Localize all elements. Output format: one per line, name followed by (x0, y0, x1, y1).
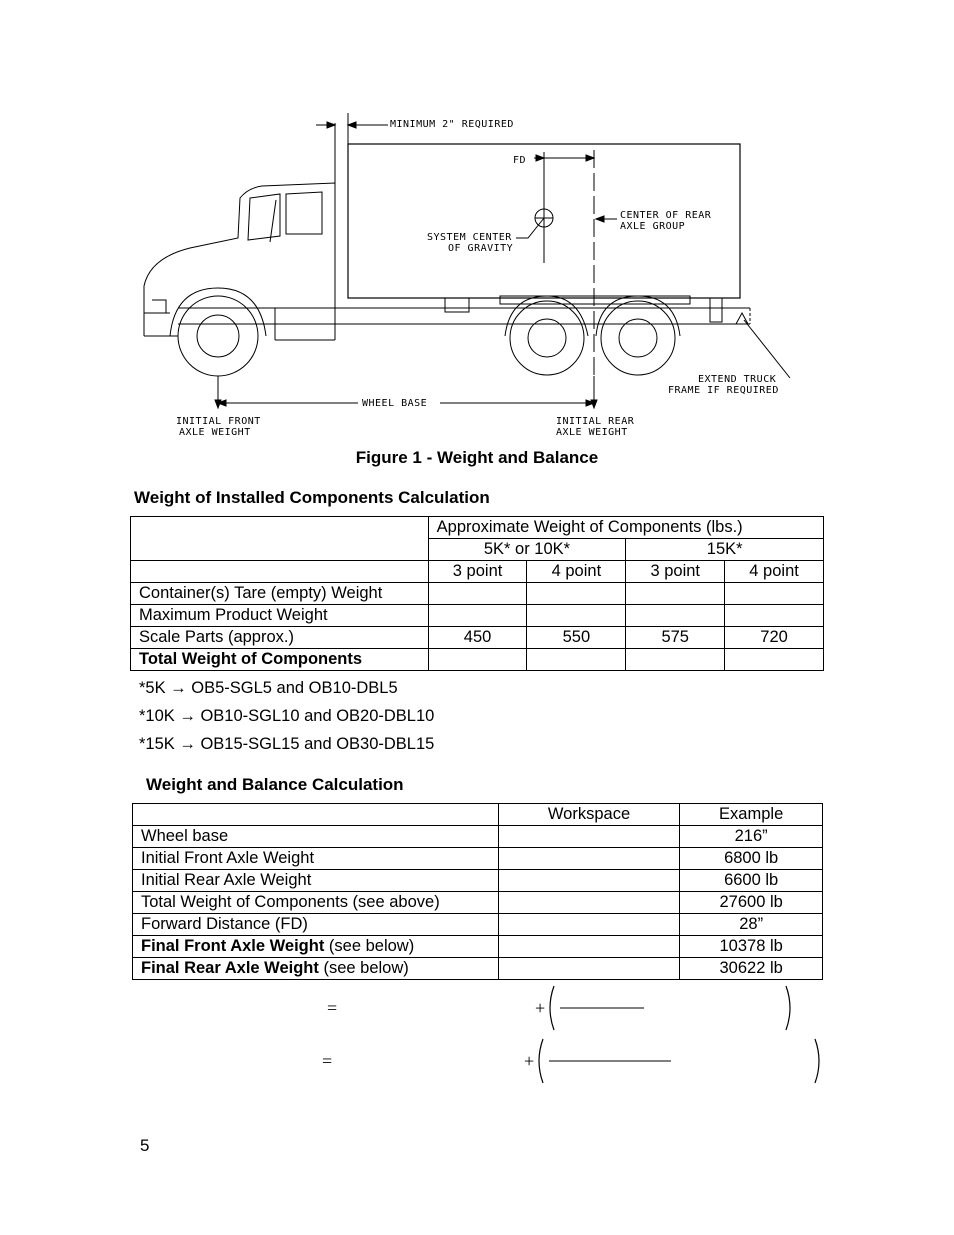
components-table (130, 516, 824, 671)
table-row (133, 914, 823, 936)
row-label: Container(s) Tare (empty) Weight (131, 583, 429, 605)
front-axle-label-2: AXLE WEIGHT (179, 427, 251, 438)
value-cell (428, 605, 527, 627)
workspace-cell (498, 958, 680, 980)
table-row (133, 870, 823, 892)
table-row (133, 936, 823, 958)
example-header: Example (680, 804, 823, 826)
row-label-cell (133, 936, 499, 958)
value-cell (428, 583, 527, 605)
table-row (131, 649, 824, 671)
workspace-cell (498, 914, 680, 936)
value-cell: 575 (626, 627, 725, 649)
workspace-cell (498, 848, 680, 870)
table-row (131, 627, 824, 649)
table-row (133, 958, 823, 980)
table-row (133, 848, 823, 870)
table-row (133, 892, 823, 914)
workspace-header: Workspace (498, 804, 680, 826)
value-cell (725, 649, 824, 671)
value-cell (626, 649, 725, 671)
rear-axle-label: INITIAL REAR (556, 416, 635, 427)
system-cg-label: SYSTEM CENTER (427, 232, 512, 243)
empty-cell (131, 561, 429, 583)
table-row (131, 517, 824, 539)
value-cell: 550 (527, 627, 626, 649)
rear-axle-label-2: AXLE WEIGHT (556, 427, 628, 438)
col-group-15k: 15K* (626, 539, 824, 561)
balance-heading: Weight and Balance Calculation (146, 775, 404, 794)
value-cell (527, 583, 626, 605)
equation-1-equals: = (327, 998, 338, 1018)
value-cell (428, 649, 527, 671)
row-label: Maximum Product Weight (131, 605, 429, 627)
workspace-cell (498, 892, 680, 914)
empty-cell (133, 804, 499, 826)
row-label-suffix: (see below) (318, 959, 409, 977)
equation-2-equals: = (322, 1051, 333, 1071)
empty-cell (131, 517, 429, 561)
row-label: Wheel base (133, 826, 499, 848)
row-label: Forward Distance (FD) (133, 914, 499, 936)
sub-header: 3 point (428, 561, 527, 583)
row-label: Initial Front Axle Weight (133, 848, 499, 870)
row-label: Initial Rear Axle Weight (133, 870, 499, 892)
value-cell (725, 605, 824, 627)
group-header: Approximate Weight of Components (lbs.) (428, 517, 823, 539)
center-rear-label: CENTER OF REAR (620, 210, 712, 221)
table-row (131, 561, 824, 583)
row-label: Scale Parts (approx.) (131, 627, 429, 649)
note-10k: *10K → OB10-SGL10 and OB20-DBL10 (139, 707, 435, 725)
workspace-cell (498, 826, 680, 848)
value-cell: 720 (725, 627, 824, 649)
fd-label: FD (513, 155, 527, 166)
table-row (133, 826, 823, 848)
row-label-cell (133, 958, 499, 980)
center-rear-label-2: AXLE GROUP (620, 221, 686, 232)
note-15k: *15K → OB15-SGL15 and OB30-DBL15 (139, 735, 435, 753)
row-label: Final Front Axle Weight (141, 937, 325, 955)
example-cell: 216” (680, 826, 823, 848)
value-cell (725, 583, 824, 605)
equation-2-fraction (535, 1037, 825, 1087)
example-cell: 30622 lb (680, 958, 823, 980)
sub-header: 4 point (725, 561, 824, 583)
figure-caption: Figure 1 - Weight and Balance (355, 448, 599, 467)
wheel-base-label: WHEEL BASE (362, 398, 428, 409)
equation-2-plus: + (524, 1051, 535, 1071)
page-number: 5 (140, 1136, 150, 1155)
example-cell: 28” (680, 914, 823, 936)
components-heading: Weight of Installed Components Calculation (134, 488, 490, 507)
col-group-5k-10k: 5K* or 10K* (428, 539, 626, 561)
balance-table (132, 803, 823, 980)
table-row (131, 605, 824, 627)
table-row (133, 804, 823, 826)
sub-header: 4 point (527, 561, 626, 583)
example-cell: 6800 lb (680, 848, 823, 870)
truck-weight-balance-diagram (130, 108, 810, 443)
front-axle-label: INITIAL FRONT (176, 416, 261, 427)
extend-frame-label: EXTEND TRUCK (698, 374, 777, 385)
workspace-cell (498, 870, 680, 892)
note-5k: *5K → OB5-SGL5 and OB10-DBL5 (139, 679, 398, 697)
value-cell (626, 583, 725, 605)
row-label-suffix: (see below) (324, 937, 415, 955)
workspace-cell (498, 936, 680, 958)
system-cg-label-2: OF GRAVITY (448, 243, 514, 254)
extend-frame-label-2: FRAME IF REQUIRED (668, 385, 779, 396)
row-label: Final Rear Axle Weight (141, 959, 319, 977)
min-required-label: MINIMUM 2" REQUIRED (390, 119, 514, 130)
value-cell: 450 (428, 627, 527, 649)
example-cell: 10378 lb (680, 936, 823, 958)
value-cell (527, 605, 626, 627)
equation-1-fraction (546, 984, 796, 1034)
sub-header: 3 point (626, 561, 725, 583)
equation-1-plus: + (535, 998, 546, 1018)
row-label: Total Weight of Components (131, 649, 429, 671)
value-cell (626, 605, 725, 627)
example-cell: 6600 lb (680, 870, 823, 892)
value-cell (527, 649, 626, 671)
row-label: Total Weight of Components (see above) (133, 892, 499, 914)
example-cell: 27600 lb (680, 892, 823, 914)
table-row (131, 583, 824, 605)
